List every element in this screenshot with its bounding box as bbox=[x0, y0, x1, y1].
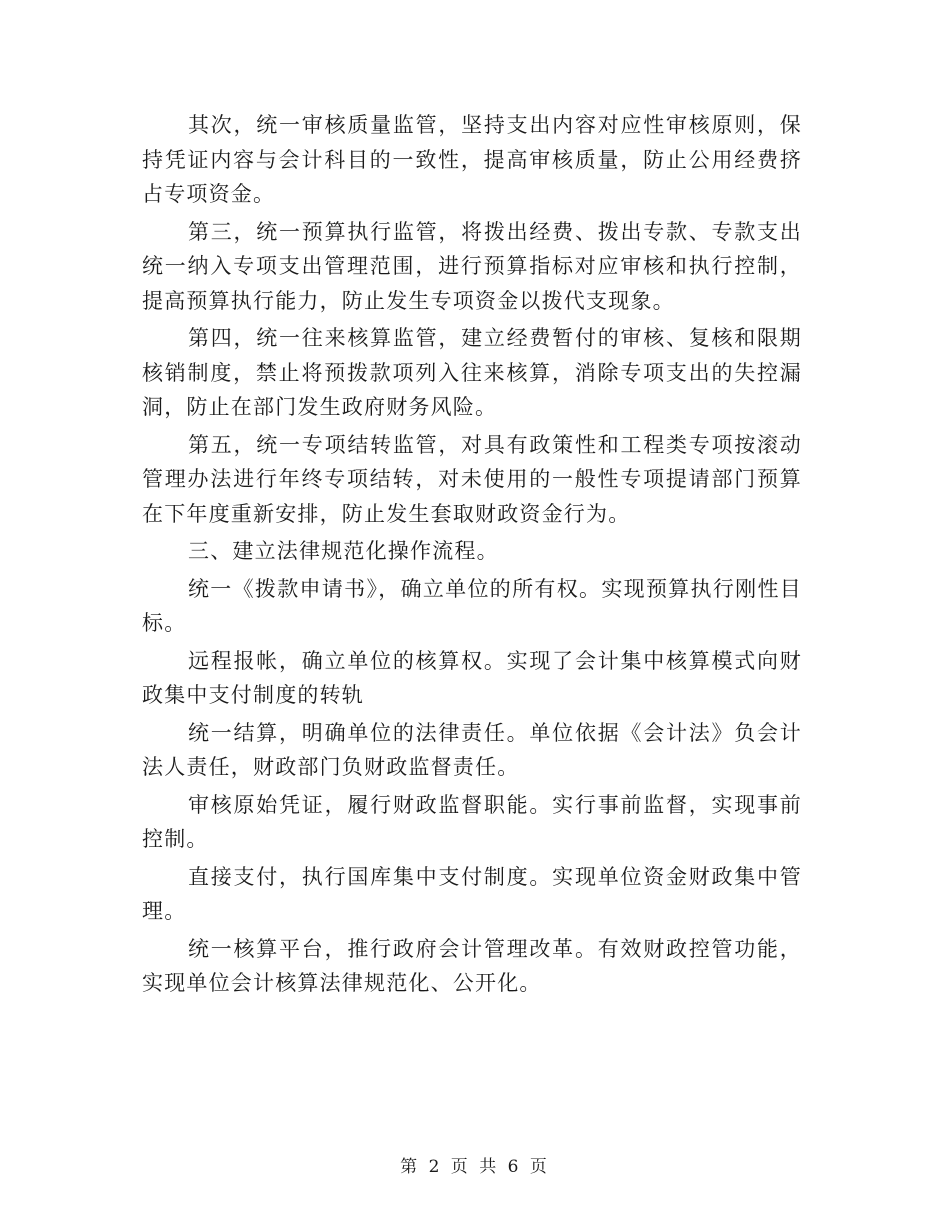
paragraph-6: 统一《拨款申请书》，确立单位的所有权。实现预算执行刚性目标。 bbox=[142, 576, 802, 635]
paragraph-11: 统一核算平台，推行政府会计管理改革。有效财政控管功能，实现单位会计核算法律规范化、公开化。 bbox=[142, 936, 802, 995]
paragraph-9: 审核原始凭证，履行财政监督职能。实行事前监督，实现事前控制。 bbox=[142, 792, 802, 851]
document-body bbox=[142, 108, 802, 1004]
paragraph-1: 其次，统一审核质量监管，坚持支出内容对应性审核原则，保持凭证内容与会计科目的一致性，提高审核质量，防止公用经费挤占专项资金。 bbox=[142, 113, 802, 206]
page-footer: 第 2 页 共 6 页 bbox=[400, 1157, 550, 1177]
paragraph-3: 第四，统一往来核算监管，建立经费暂付的审核、复核和限期核销制度，禁止将预拨款项列入往来核算，消除专项支出的失控漏洞，防止在部门发生政府财务风险。 bbox=[142, 326, 802, 419]
paragraph-2: 第三，统一预算执行监管，将拨出经费、拨出专款、专款支出统一纳入专项支出管理范围，进行预算指标对应审核和执行控制，提高预算执行能力，防止发生专项资金以拨代支现象。 bbox=[142, 219, 802, 313]
paragraph-4: 第五，统一专项结转监管，对具有政策性和工程类专项按滚动管理办法进行年终专项结转，对未使用的一般性专项提请部门预算在下年度重新安排，防止发生套取财政资金行为。 bbox=[142, 432, 802, 526]
paragraph-8: 统一结算，明确单位的法律责任。单位依据《会计法》负会计法人责任，财政部门负财政监督责任。 bbox=[142, 720, 802, 779]
paragraph-7: 远程报帐，确立单位的核算权。实现了会计集中核算模式向财政集中支付制度的转轨 bbox=[142, 648, 802, 707]
section-heading: 三、建立法律规范化操作流程。 bbox=[188, 539, 499, 563]
paragraph-10: 直接支付，执行国库集中支付制度。实现单位资金财政集中管理。 bbox=[142, 864, 802, 923]
